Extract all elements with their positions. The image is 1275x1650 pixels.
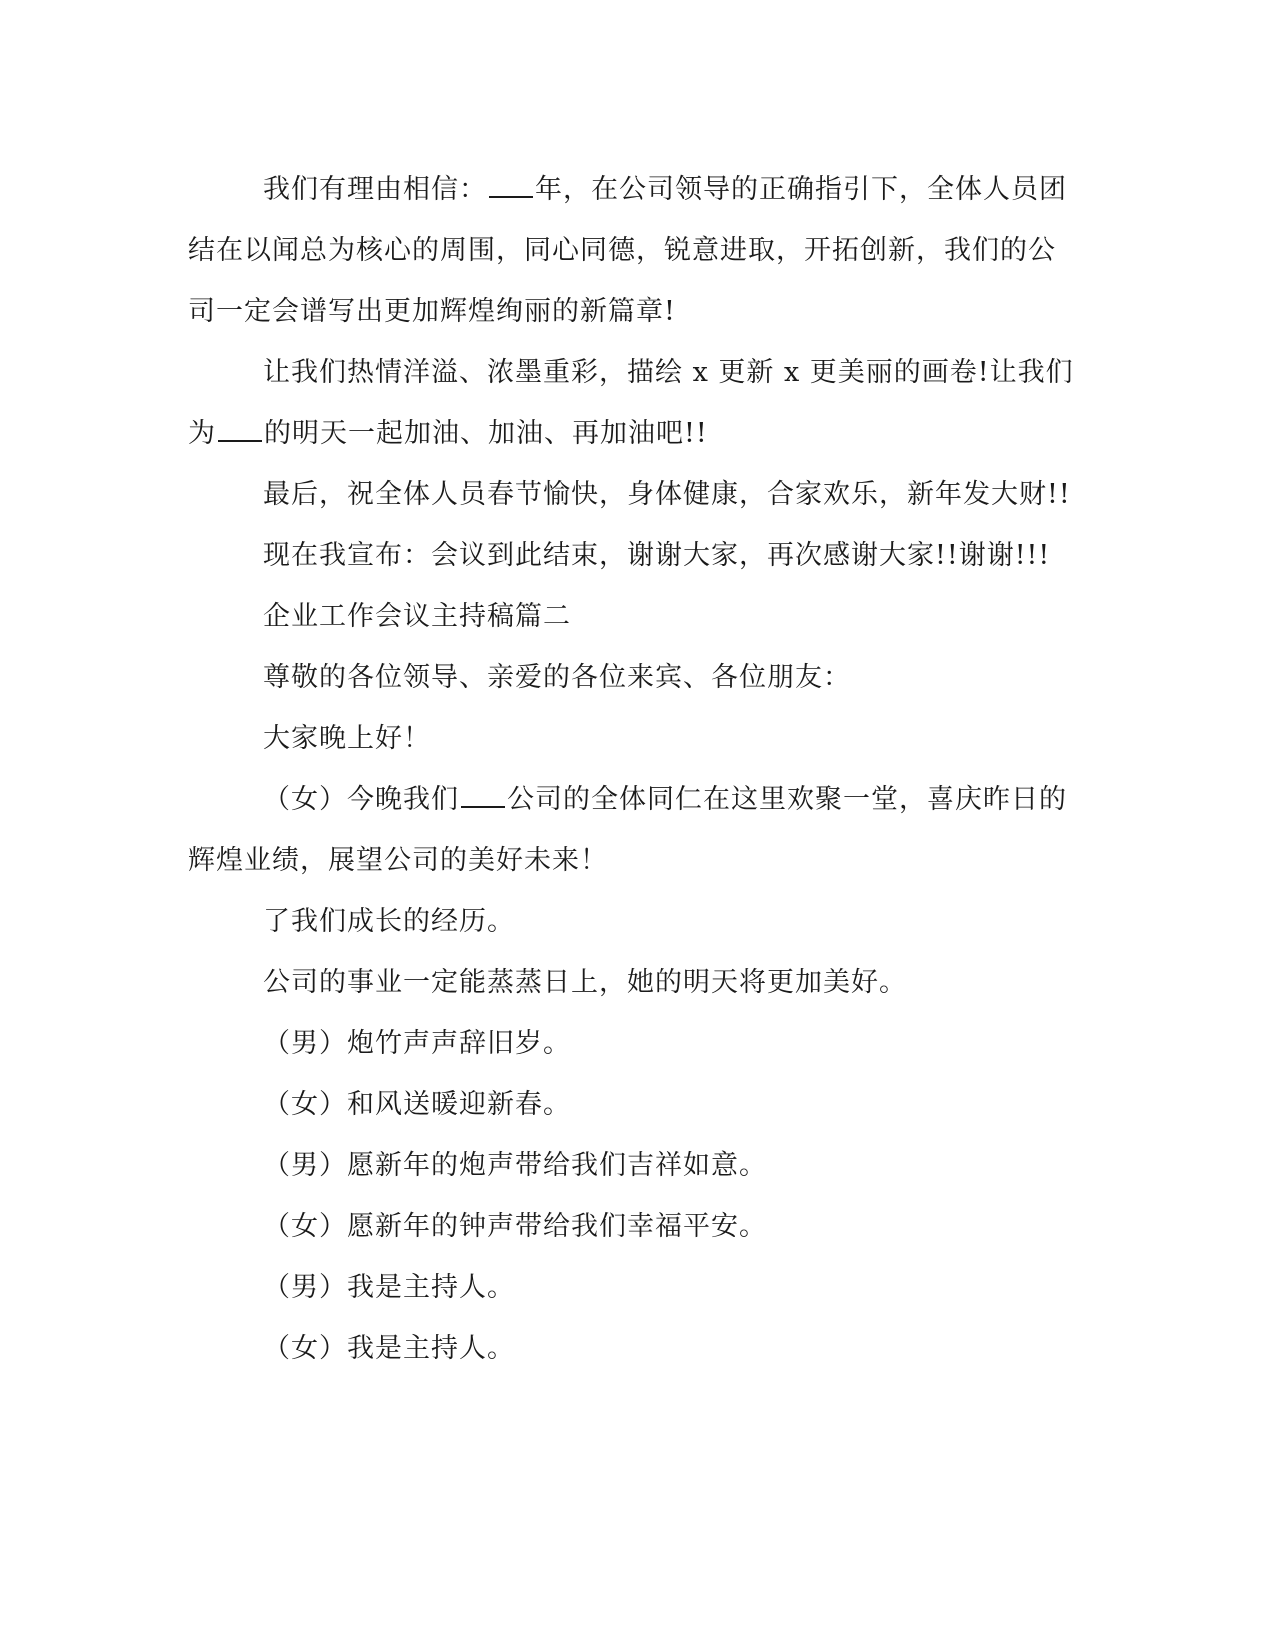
fill-blank bbox=[461, 782, 505, 808]
paragraph-text: 我们有理由相信： bbox=[263, 174, 487, 205]
paragraph-text: 的明天一起加油、加油、再加油吧!! bbox=[264, 418, 708, 449]
paragraph-text: 了我们成长的经历。 bbox=[263, 906, 515, 937]
paragraph-text: （女）我是主持人。 bbox=[263, 1333, 515, 1364]
line-female bbox=[188, 1196, 1078, 1257]
paragraph-text: 现在我宣布：会议到此结束，谢谢大家，再次感谢大家!!谢谢!!! bbox=[263, 540, 1051, 571]
line-male bbox=[188, 1135, 1078, 1196]
line-female bbox=[188, 1318, 1078, 1379]
paragraph-text: 公司的全体同仁在这里欢聚一堂，喜庆昨日的辉煌业绩，展望公司的美好未来！ bbox=[188, 784, 1067, 876]
line-male bbox=[188, 1013, 1078, 1074]
paragraph-text: （男）愿新年的炮声带给我们吉祥如意。 bbox=[263, 1150, 767, 1181]
paragraph-text: 让我们热情洋溢、浓墨重彩，描绘 x 更新 x 更美丽的画卷!让我们为 bbox=[188, 357, 1074, 449]
paragraph-future bbox=[188, 952, 1078, 1013]
paragraph-text: （女）愿新年的钟声带给我们幸福平安。 bbox=[263, 1211, 767, 1242]
paragraph-text: 大家晚上好！ bbox=[263, 723, 431, 754]
fill-blank bbox=[218, 416, 262, 442]
paragraph-confidence bbox=[188, 159, 1078, 342]
document-body bbox=[188, 159, 1078, 1379]
paragraph-text: （女）和风送暖迎新春。 bbox=[263, 1089, 571, 1120]
paragraph-cheer bbox=[188, 342, 1078, 464]
paragraph-text: 最后，祝全体人员春节愉快，身体健康，合家欢乐，新年发大财!! bbox=[263, 479, 1071, 510]
line-female bbox=[188, 1074, 1078, 1135]
heading-text: 企业工作会议主持稿篇二 bbox=[263, 601, 571, 632]
fill-blank bbox=[489, 172, 533, 198]
paragraph-text: （男）炮竹声声辞旧岁。 bbox=[263, 1028, 571, 1059]
paragraph-female-intro bbox=[188, 769, 1078, 891]
paragraph-text: 公司的事业一定能蒸蒸日上，她的明天将更加美好。 bbox=[263, 967, 907, 998]
line-male bbox=[188, 1257, 1078, 1318]
paragraph-text: （女）今晚我们 bbox=[263, 784, 459, 815]
paragraph-text: （男）我是主持人。 bbox=[263, 1272, 515, 1303]
section-heading bbox=[188, 586, 1078, 647]
paragraph-growth bbox=[188, 891, 1078, 952]
paragraph-greeting bbox=[188, 708, 1078, 769]
paragraph-wishes bbox=[188, 464, 1078, 525]
paragraph-text: 年，在公司领导的正确指引下，全体人员团结在以闻总为核心的周围，同心同德，锐意进取，开拓创新，我们的公司一定会谱写出更加辉煌绚丽的新篇章! bbox=[188, 174, 1067, 327]
paragraph-text: 尊敬的各位领导、亲爱的各位来宾、各位朋友： bbox=[263, 662, 851, 693]
paragraph-salutation bbox=[188, 647, 1078, 708]
paragraph-closing bbox=[188, 525, 1078, 586]
